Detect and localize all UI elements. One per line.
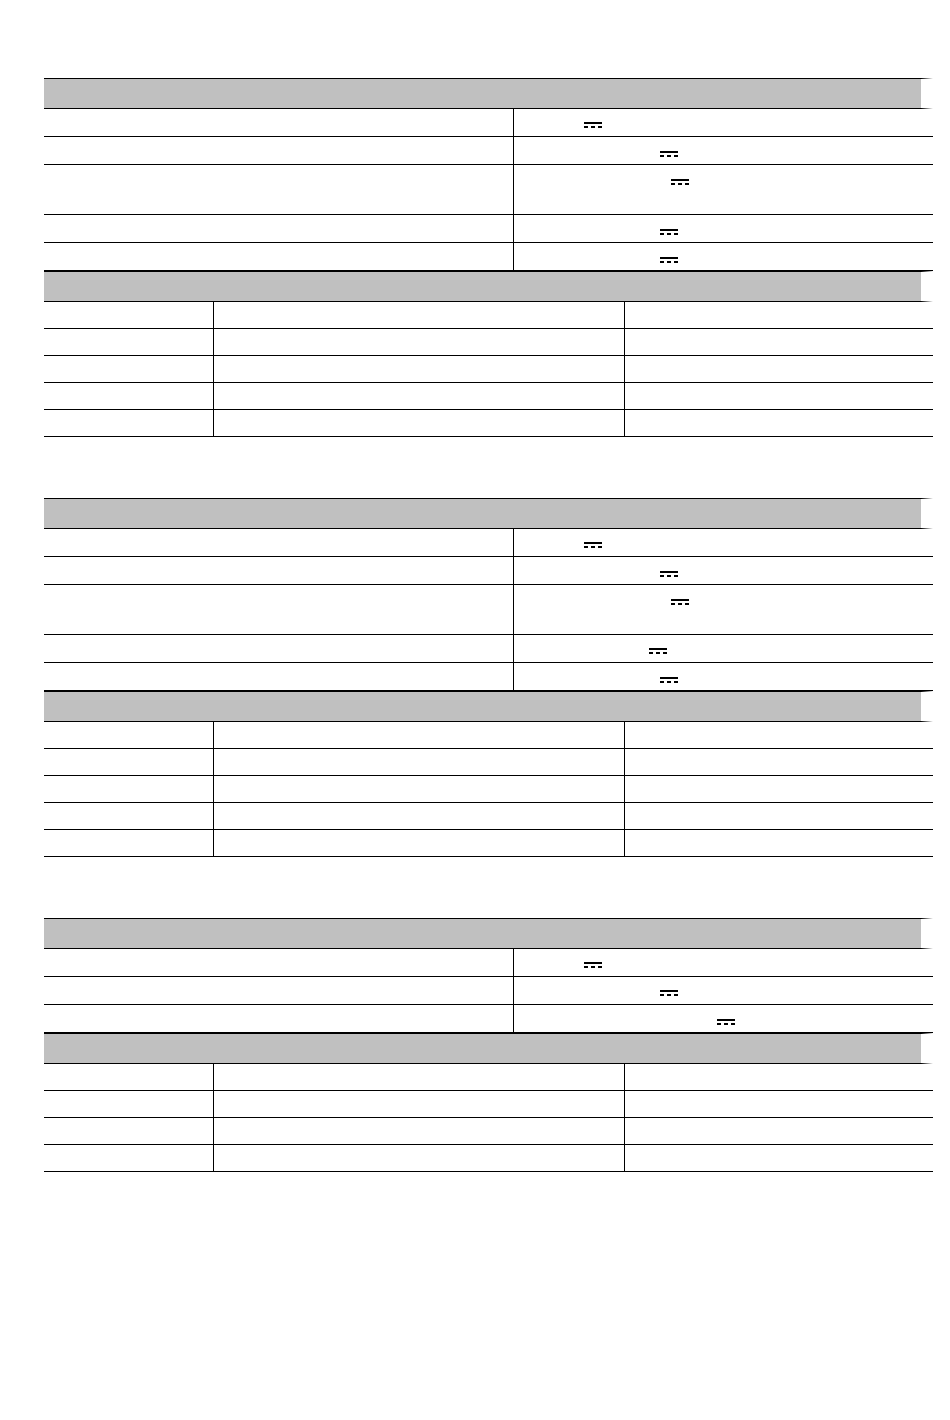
spec-row [44,557,933,585]
dc-symbol-icon [584,542,602,550]
spec-row [44,137,933,165]
spec-row [44,635,933,663]
grid-row [44,1091,933,1118]
dc-symbol-icon [660,677,678,685]
spec-row [44,165,933,215]
spec-row [44,243,933,271]
spec-row [44,977,933,1005]
grid-row [44,776,933,803]
dc-symbol-icon [660,990,678,998]
spec-row [44,215,933,243]
section-header [44,78,933,109]
grid-row [44,410,933,437]
grid-row [44,1145,933,1172]
grid-row [44,749,933,776]
spec-row [44,1005,933,1033]
section-header [44,498,933,529]
section-header [44,918,933,949]
spec-row [44,109,933,137]
dc-symbol-icon [671,179,689,187]
spec-row [44,585,933,635]
dc-symbol-icon [584,122,602,130]
spec-row [44,663,933,691]
grid-row [44,329,933,356]
grid-row [44,383,933,410]
grid-row [44,302,933,329]
subsection-header [44,691,933,722]
spec-row [44,529,933,557]
grid-row [44,803,933,830]
dc-symbol-icon [584,962,602,970]
grid-row [44,1064,933,1091]
dc-symbol-icon [717,1019,735,1027]
subsection-header [44,1033,933,1064]
grid-row [44,356,933,383]
dc-symbol-icon [660,229,678,237]
spec-row [44,949,933,977]
grid-row [44,830,933,857]
dc-symbol-icon [671,599,689,607]
subsection-header [44,271,933,302]
dc-symbol-icon [660,571,678,579]
grid-row [44,1118,933,1145]
dc-symbol-icon [660,151,678,159]
dc-symbol-icon [660,257,678,265]
dc-symbol-icon [649,648,667,656]
grid-row [44,722,933,749]
